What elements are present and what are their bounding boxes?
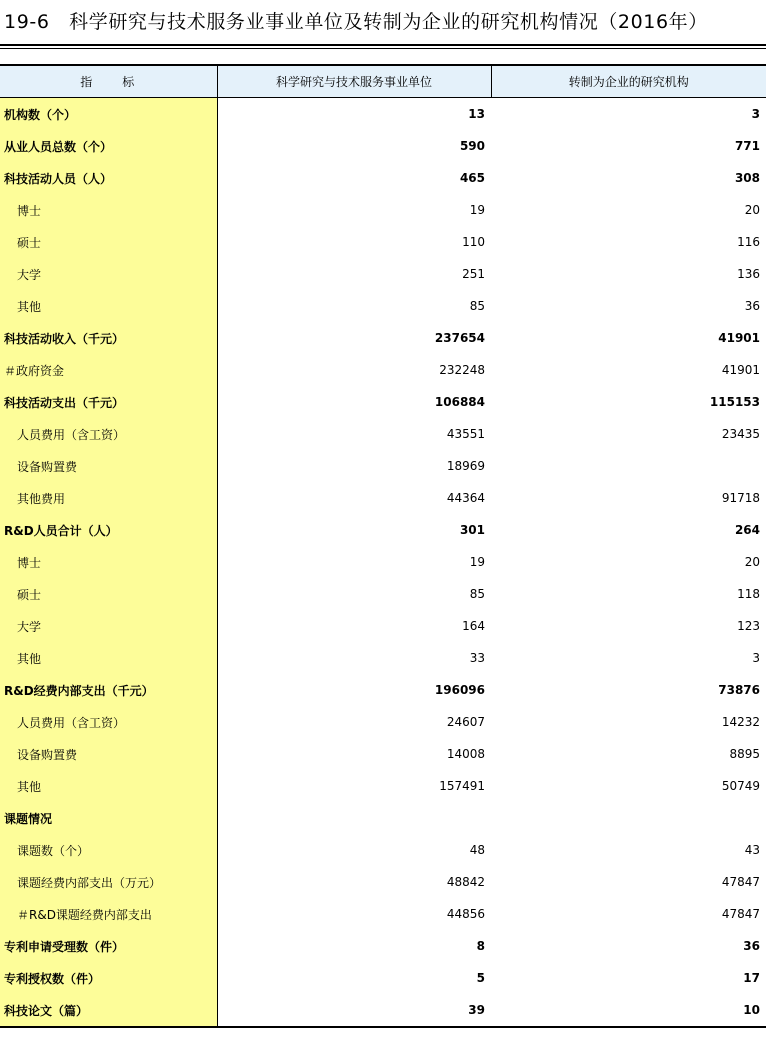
table-body [0, 98, 766, 1028]
title-divider [0, 44, 766, 46]
cell-research-units: 33 [469, 651, 485, 665]
row-label: 专利申请受理数（件） [0, 930, 217, 962]
row-label: 设备购置费 [0, 738, 217, 770]
table-row [0, 546, 766, 578]
table-row [0, 898, 766, 930]
table-row [0, 258, 766, 290]
column-header-converted-enterprises: 转制为企业的研究机构 [491, 65, 766, 98]
row-label: 其他 [0, 290, 217, 322]
cell-converted-enterprises: 41901 [721, 363, 760, 377]
cell-research-units: 43551 [446, 427, 485, 441]
cell-converted-enterprises: 50749 [721, 779, 760, 793]
table-row [0, 418, 766, 450]
table-row [0, 866, 766, 898]
row-label: 课题情况 [0, 802, 217, 834]
table-row [0, 738, 766, 770]
cell-research-units: 590 [459, 139, 485, 153]
cell-research-units: 106884 [434, 395, 485, 409]
table-row [0, 834, 766, 866]
column-header-research-units: 科学研究与技术服务事业单位 [217, 65, 491, 98]
table-row [0, 482, 766, 514]
statistics-table [0, 64, 766, 1028]
row-label: 其他费用 [0, 482, 217, 514]
table-row [0, 706, 766, 738]
table-row [0, 994, 766, 1027]
row-label: 硕士 [0, 578, 217, 610]
row-label: ＃政府资金 [0, 354, 217, 386]
page-title: 19-6 科学研究与技术服务业事业单位及转制为企业的研究机构情况（2016年） [4, 11, 708, 33]
cell-research-units: 14008 [446, 747, 485, 761]
cell-research-units: 85 [469, 587, 485, 601]
table-row [0, 194, 766, 226]
table-row [0, 578, 766, 610]
cell-research-units: 465 [459, 171, 485, 185]
row-label: 博士 [0, 546, 217, 578]
cell-research-units: 237654 [434, 331, 485, 345]
cell-research-units: 85 [469, 299, 485, 313]
cell-converted-enterprises: 3 [751, 107, 760, 121]
cell-research-units: 232248 [439, 363, 485, 377]
row-label: 大学 [0, 258, 217, 290]
cell-research-units: 251 [462, 267, 485, 281]
row-label: 机构数（个） [0, 98, 217, 131]
table-row [0, 930, 766, 962]
cell-research-units: 39 [217, 994, 491, 1027]
row-label: 课题数（个） [0, 834, 217, 866]
row-label: 课题经费内部支出（万元） [0, 866, 217, 898]
cell-research-units [217, 802, 491, 834]
row-label: 科技活动收入（千元） [0, 322, 217, 354]
cell-research-units: 44364 [446, 491, 485, 505]
cell-converted-enterprises: 23435 [721, 427, 760, 441]
cell-research-units: 8 [476, 939, 485, 953]
cell-research-units: 48842 [446, 875, 485, 889]
cell-converted-enterprises: 264 [734, 523, 760, 537]
table-row [0, 290, 766, 322]
cell-converted-enterprises: 14232 [721, 715, 760, 729]
cell-research-units: 110 [462, 235, 485, 249]
column-header-indicator: 指 标 [0, 65, 217, 98]
cell-converted-enterprises: 115153 [709, 395, 760, 409]
row-label: 专利授权数（件） [0, 962, 217, 994]
row-label: 设备购置费 [0, 450, 217, 482]
table-row [0, 642, 766, 674]
cell-converted-enterprises: 116 [737, 235, 760, 249]
table-row [0, 386, 766, 418]
cell-converted-enterprises: 136 [737, 267, 760, 281]
cell-research-units: 18969 [446, 459, 485, 473]
row-label: 科技论文（篇） [0, 994, 217, 1027]
table-row [0, 162, 766, 194]
title-divider-thin [0, 48, 766, 49]
table-row [0, 674, 766, 706]
cell-converted-enterprises: 123 [737, 619, 760, 633]
row-label: R&D人员合计（人） [0, 514, 217, 546]
row-label: 科技活动人员（人） [0, 162, 217, 194]
cell-converted-enterprises: 36 [744, 299, 760, 313]
cell-converted-enterprises: 36 [743, 939, 760, 953]
cell-research-units: 13 [468, 107, 485, 121]
row-label: 人员费用（含工资） [0, 418, 217, 450]
table-row [0, 962, 766, 994]
row-label: 科技活动支出（千元） [0, 386, 217, 418]
cell-converted-enterprises: 91718 [721, 491, 760, 505]
cell-research-units: 44856 [446, 907, 485, 921]
cell-converted-enterprises: 73876 [718, 683, 760, 697]
table-row [0, 514, 766, 546]
cell-converted-enterprises: 17 [743, 971, 760, 985]
cell-research-units: 24607 [446, 715, 485, 729]
row-label: 其他 [0, 642, 217, 674]
cell-converted-enterprises: 43 [744, 843, 760, 857]
cell-converted-enterprises: 20 [744, 555, 760, 569]
table-row [0, 354, 766, 386]
cell-converted-enterprises: 8895 [729, 747, 760, 761]
cell-research-units: 48 [469, 843, 485, 857]
table-row [0, 98, 766, 131]
cell-research-units: 196096 [434, 683, 485, 697]
cell-converted-enterprises: 771 [734, 139, 760, 153]
table-row [0, 610, 766, 642]
cell-research-units: 301 [459, 523, 485, 537]
row-label: 从业人员总数（个） [0, 130, 217, 162]
table-row [0, 802, 766, 834]
table-row [0, 770, 766, 802]
cell-research-units: 157491 [439, 779, 485, 793]
cell-converted-enterprises: 308 [734, 171, 760, 185]
cell-converted-enterprises: 47847 [721, 875, 760, 889]
row-label: 人员费用（含工资） [0, 706, 217, 738]
cell-converted-enterprises: 20 [744, 203, 760, 217]
cell-research-units: 5 [476, 971, 485, 985]
cell-converted-enterprises: 3 [752, 651, 760, 665]
cell-converted-enterprises [491, 450, 766, 482]
row-label: 其他 [0, 770, 217, 802]
cell-converted-enterprises: 10 [491, 994, 766, 1027]
row-label: ＃R&D课题经费内部支出 [0, 898, 217, 930]
table-header-row [0, 65, 766, 98]
table-row [0, 226, 766, 258]
row-label: 硕士 [0, 226, 217, 258]
table-row [0, 450, 766, 482]
row-label: R&D经费内部支出（千元） [0, 674, 217, 706]
cell-converted-enterprises: 41901 [718, 331, 760, 345]
table-row [0, 130, 766, 162]
row-label: 博士 [0, 194, 217, 226]
cell-converted-enterprises: 47847 [721, 907, 760, 921]
cell-converted-enterprises: 118 [737, 587, 760, 601]
cell-research-units: 19 [469, 555, 485, 569]
row-label: 大学 [0, 610, 217, 642]
table-row [0, 322, 766, 354]
cell-research-units: 19 [469, 203, 485, 217]
cell-converted-enterprises [491, 802, 766, 834]
cell-research-units: 164 [462, 619, 485, 633]
